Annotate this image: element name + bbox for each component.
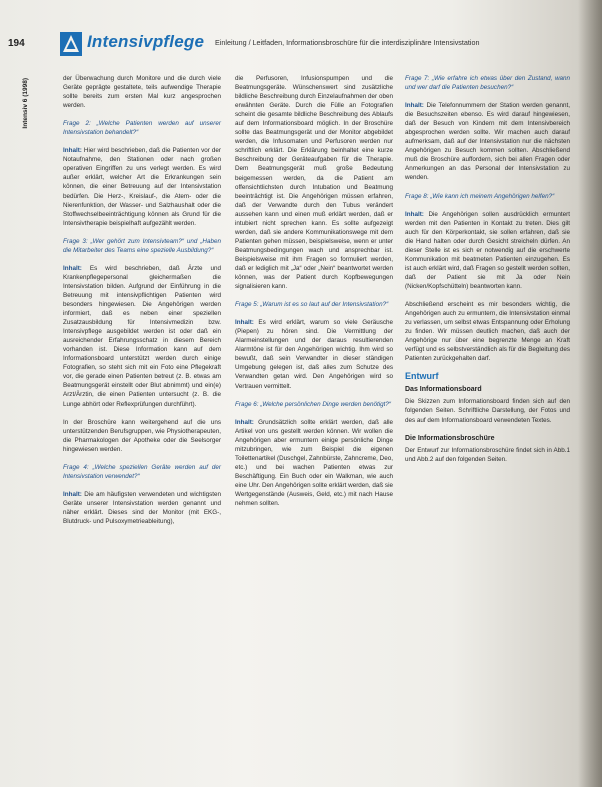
paragraph: Der Entwurf zur Informationsbroschüre findet sich in Abb.1 und Abb.2 auf den folgenden Seiten. <box>405 446 570 463</box>
paragraph: Die Skizzen zum Informationsboard finden sich auf den folgenden Seiten. Schriftliche Darstellung, der Fotos und des auf dem Informationsboard verwendeten Textes. <box>405 398 570 424</box>
question-heading: Frage 2: „Welche Patienten werden auf unserer Intensivstation behandelt?“ <box>63 120 221 137</box>
answer-paragraph <box>235 318 393 390</box>
answer-text: Die Angehörigen sollen ausdrücklich ermuntert werden mit den Patienten in Kontakt zu treten. Dies gilt auch für den Körperkontakt, sie sollen erfahren, daß sie die Hand halten oder durch Gesicht streicheln dürfen. An dieser Stelle ist es sich er notwendig auf die erschwerte Kommunikation mit beatmeten Patienten einzugehen. Es ist auch erklärt wird, daß Fragen so gestellt werden sollten, daß der Patient sie mit Ja oder Nein (Nicken/Kopfschütteln) beantworten kann. <box>405 210 570 290</box>
answer-paragraph <box>63 490 221 526</box>
answer-lead: Inhalt: <box>63 147 82 155</box>
paragraph: der Überwachung durch Monitore und die durch viele Geräte geprägte gestaltete, teils aufwendige Therapie sollte bereits zum ersten Mal kurz angesprochen werden. <box>63 75 221 110</box>
header-subtitle: Einleitung / Leitfaden, Informationsbroschüre für die interdisziplinäre Intensivstation <box>215 38 480 47</box>
subsection-title: Die Informationsbroschüre <box>405 434 495 442</box>
subsection-title: Das Informationsboard <box>405 386 482 394</box>
text-column-3 <box>405 74 570 473</box>
answer-text: Hier wird beschrieben, daß die Patienten vor der Notaufnahme, den Stationen oder nach großen operativen Eingriffen zu uns verlegt werden. Es wird außer erklärt, welcher Art die Erkrankungen sein können, die einer Betreuung auf der Intensivstation bedürfen. Die Herz-, Kreislauf-, die Atem- oder die Nierenfunktion, der Wasser- und Salzhaushalt oder die Stoffwechselbeeinträchtigung können als Grund für die Intensivtherapie beispielhaft aufgezählt werden. <box>63 147 221 227</box>
answer-text: Es wird erklärt, warum so viele Geräusche (Piepen) zu hören sind. Die Vermittlung der Alarmeinstellungen und der daraus resultierenden Alarmtöne ist für den Angehörigen wichtig. Ihm wird so bewußt, daß sein Verwandter in dieser ständigen Umgebung gelegen ist, daß alles zum Schutze des Verwandten getan wird. Den Angehörigen wird so Vertrauen vermittelt. <box>235 319 393 390</box>
side-label: Intensiv 6 (1998) <box>22 78 29 129</box>
paragraph: In der Broschüre kann weitergehend auf die uns unterstützenden Berufsgruppen, wie Physiotherapeuten, die Pharmakologen der Apotheke oder die Seelsorger hingewiesen werden. <box>63 418 221 453</box>
question-heading: Frage 6: „Welche persönlichen Dinge werden benötigt?“ <box>235 400 391 408</box>
answer-text: Es wird beschrieben, daß Ärzte und Krankenpflegepersonal gleichermaßen die Intensivstation bilden. Aufgrund der Einführung in die Betreuung mit intensivpflichtigen Patienten wird besonders hingewiesen. Die Angehörigen werden informiert, daß es neben einer speziellen Zusatzausbildung für Intensivmedizin bzw. Intensivpflege ausgebildet werden ist oder daß ein ausreichender Erfahrungsschatz in diesem Bereich vorhanden ist. Diese Information kann auf dem Informationsboard unterstützt werden durch einige Fotografien, so steht sich mit ein Foto eine Pflegekraft vor, die gerade einen Patienten betreut (z. B. etwas am Beatmungsgerät einstellt oder Blut abnimmt) und ein(e) Arzt/Ärztin, die einen Patienten untersucht (z. B. die Lunge abhört oder Reflexprüfungen durchführt). <box>63 264 221 408</box>
question-heading: Frage 7: „Wie erfahre ich etwas über den Zustand, wann und wer darf die Patienten besuchen?“ <box>405 75 570 92</box>
answer-lead: Inhalt: <box>63 490 82 498</box>
answer-lead: Inhalt: <box>235 319 254 327</box>
answer-paragraph <box>405 210 570 291</box>
question-heading: Frage 3: „Wer gehört zum Intensivteam?“ und „Haben die Mitarbeiter des Teams eine spezielle Ausbildung?“ <box>63 237 221 254</box>
question-heading: Frage 4: „Welche speziellen Geräte werden auf der Intensivstation verwendet?“ <box>63 463 221 480</box>
page-header <box>0 30 602 60</box>
question-heading: Frage 5: „Warum ist es so laut auf der Intensivstation?“ <box>235 301 389 309</box>
answer-paragraph <box>405 101 570 182</box>
question-heading: Frage 8: „Wie kann ich meinem Angehörigen helfen?“ <box>405 192 555 200</box>
text-column-2 <box>235 74 393 517</box>
page-number: 194 <box>8 38 25 49</box>
answer-paragraph <box>235 418 393 508</box>
page-fold-shadow <box>578 0 602 787</box>
answer-lead: Inhalt: <box>235 418 254 426</box>
answer-lead: Inhalt: <box>63 264 82 272</box>
answer-paragraph <box>63 146 221 227</box>
section-title: Entwurf <box>405 371 439 382</box>
journal-logo-icon <box>59 31 83 57</box>
answer-lead: Inhalt: <box>405 210 424 218</box>
answer-text: Die Telefonnummern der Station werden genannt, die Besuchszeiten ebenso. Es wird darauf hingewiesen, daß der Besuch von Kindern mit dem Intensivbereich abgesprochen werden sollte. Wir machen auch darauf aufmerksam, daß auf der Intensivstation nur die nächsten Angehörigen zu Besuch kommen sollten. Abschließend muß die Broschüre auffordern, sich bei allen Fragen oder Anmerkungen an das Personal der Intensivstation zu wenden. <box>405 102 570 182</box>
answer-text: Grundsätzlich sollte erklärt werden, daß alle Artikel von uns gestellt werden können. Wir wollen die Angehörigen aber ermuntern einige persönliche Dinge mitzubringen, wie zum Beispiel die eigenen Toilettenartikel (Duschgel, Zahnbürste, Zahncreme, Deo, etc.) und bei wachen Patienten etwas zur Beschäftigung. Ein Buch oder ein Walkman, wie auch eine Uhr. Den Angehörigen sollte erklärt werden, daß sie Wertgegenstände (Ausweis, Geld, etc.) mit nach Hause nehmen sollten. <box>235 418 393 508</box>
answer-paragraph <box>63 264 221 409</box>
text-column-1 <box>63 74 221 535</box>
paragraph: Abschließend erscheint es mir besonders wichtig, die Angehörigen auch zu ermuntern, die Intensivstation einmal zu verlassen, um selbst etwas Entspannung oder Erholung zu finden. Wir müssen deutlich machen, daß auch der Angehörige nur über eine begrenzte Menge an Kraft verfügt und es selbstverständlich als für die Begleitung des Patienten zurückgehalten darf. <box>405 300 570 363</box>
answer-lead: Inhalt: <box>405 102 424 110</box>
paragraph: die Perfusoren, Infusionspumpen und die Beatmungsgeräte. Wünschenswert sind zusätzliche bildliche Beschreibung durch Einzelaufnahmen der oben erwähnten Geräte. Durch die Fülle an Fotografien scheint die gesamte bildliche Beschreibung des Ablaufs auf dem Informationsboard möglich. In der Broschüre sollte das Beatmungsgerät und der Monitor abgebildet werden, die Infusomaten und Perfusoren werden nur schriftlich erklärt. Die Erklärung beinhaltet eine kurze Beschreibung der Geräteaufgaben für die Therapie. Dem Beatmungsgerät muß große Bedeutung beigemessen werden, da die Patient am offensichtlichsten durch Intubation und Beatmung beeinträchtigt ist. Die Angehörigen müssen erfahren, daß der Verwandte durch den Tubus verändert aussehen kann und einen muß erklärt werden, daß er intubiert nicht sprechen kann. Es sollte aufgezeigt werden, daß sie andere Kommunikationswege mit dem Patienten gehen müssen, beispielsweise, wenn er unter Beatmungsbedingungen wach und ansprechbar ist. Beispielsweise mit ihm Fragen so formuliert werden, daß er lediglich mit „Ja“ oder „Nein“ beantwortet werden können, was der Patient durch Kopfbewegungen signalisieren kann. <box>235 75 393 291</box>
answer-text: Die am häufigsten verwendeten und wichtigsten Geräte unserer Intensivstation werden genannt und näher erklärt. Dieses sind der Monitor (mit EKG-, Blutdruck- und Pulsoxymetrieableitung), <box>63 490 221 525</box>
journal-title: Intensivpflege <box>87 32 205 51</box>
